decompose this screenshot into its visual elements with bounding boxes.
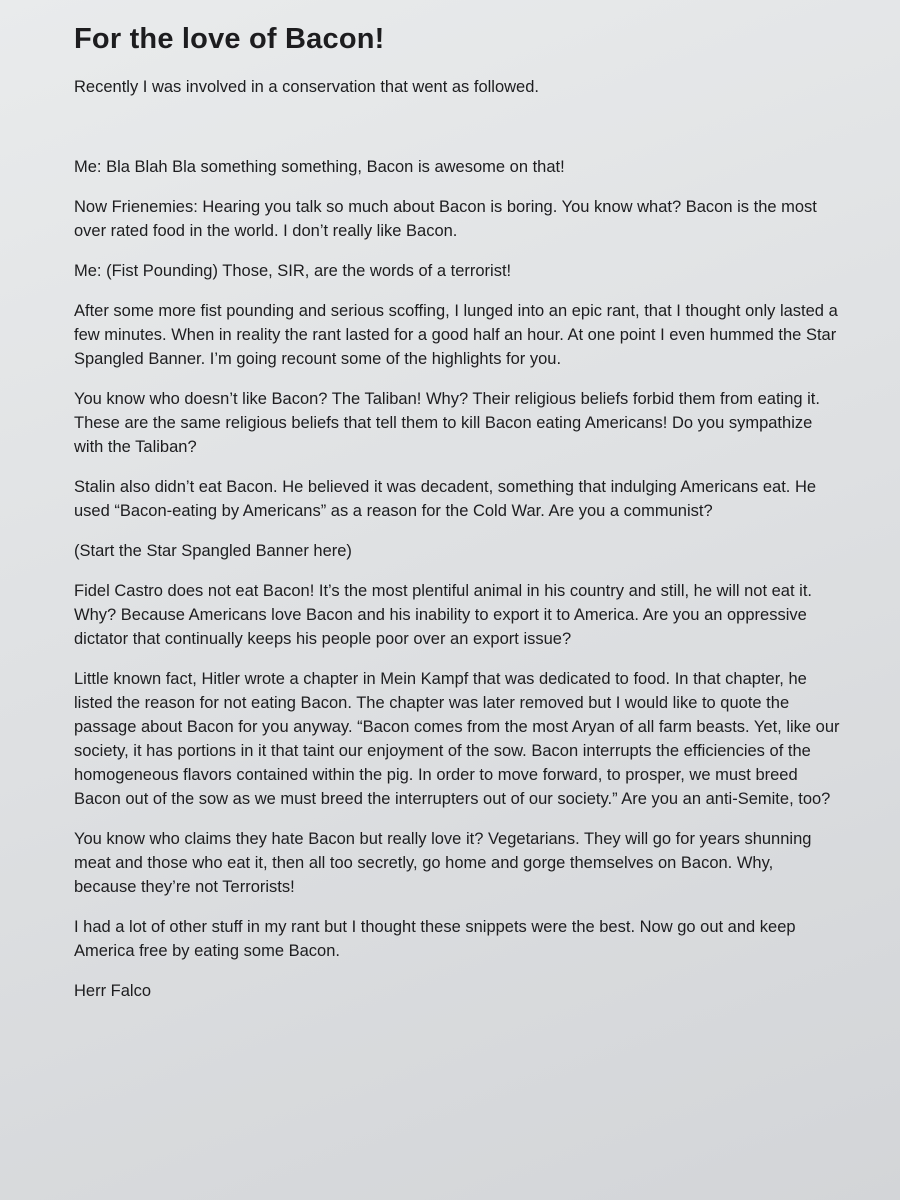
paragraph-anthem: (Start the Star Spangled Banner here) bbox=[74, 542, 352, 560]
paragraph-taliban: You know who doesn’t like Bacon? The Taliban! Why? Their religious beliefs forbid them from eating it. These are the same religious beliefs that tell them to kill Bacon eating Americans! Do you sympathize with the Taliban? bbox=[74, 390, 820, 456]
signature: Herr Falco bbox=[74, 982, 152, 1000]
paragraph-stalin: Stalin also didn’t eat Bacon. He believed it was decadent, something that indulging Americans eat. He used “Bacon-eating by Americans” as a reason for the Cold War. Are you a communist? bbox=[74, 478, 817, 520]
intro-paragraph: Recently I was involved in a conservation that went as followed. bbox=[74, 78, 539, 96]
paragraph-frienemies: Now Frienemies: Hearing you talk so much about Bacon is boring. You know what? Bacon is the most over rated food in the world. I don’t really like Bacon. bbox=[74, 198, 817, 240]
document-title: For the love of Bacon! bbox=[74, 23, 385, 55]
paragraph-castro: Fidel Castro does not eat Bacon! It’s the most plentiful animal in his country and still, he will not eat it. Why? Because Americans love Bacon and his inability to export it to America. Are you an oppressive dictator that continually keeps his people poor over an export issue? bbox=[74, 582, 812, 648]
paragraph-hitler: Little known fact, Hitler wrote a chapter in Mein Kampf that was dedicated to food. In that chapter, he listed the reason for not eating Bacon. The chapter was later removed but I would like to quote the passage about Bacon for you anyway. “Bacon comes from the most Aryan of all farm beasts. Yet, like our society, it has portions in it that taint our enjoyment of the sow. Bacon interrupts the efficiencies of the homogeneous flavors contained within the pig. In order to move forward, to prosper, we must breed Bacon out of the sow as we must breed the interrupters out of our society.” Are you an anti-Semite, too? bbox=[74, 670, 840, 808]
paragraph-me-bla: Me: Bla Blah Bla something something, Bacon is awesome on that! bbox=[74, 158, 565, 176]
paragraph-vegetarians: You know who claims they hate Bacon but really love it? Vegetarians. They will go for years shunning meat and those who eat it, then all too secretly, go home and gorge themselves on Bacon. Why, because they’re not Terrorists! bbox=[74, 830, 812, 896]
paragraph-rant: After some more fist pounding and serious scoffing, I lunged into an epic rant, that I thought only lasted a few minutes. When in reality the rant lasted for a good half an hour. At one point I even hummed the Star Spangled Banner. I’m going recount some of the highlights for you. bbox=[74, 302, 838, 368]
paragraph-me-fist: Me: (Fist Pounding) Those, SIR, are the words of a terrorist! bbox=[74, 262, 512, 280]
paragraph-closing: I had a lot of other stuff in my rant but I thought these snippets were the best. Now go out and keep America free by eating some Bacon. bbox=[74, 918, 796, 960]
